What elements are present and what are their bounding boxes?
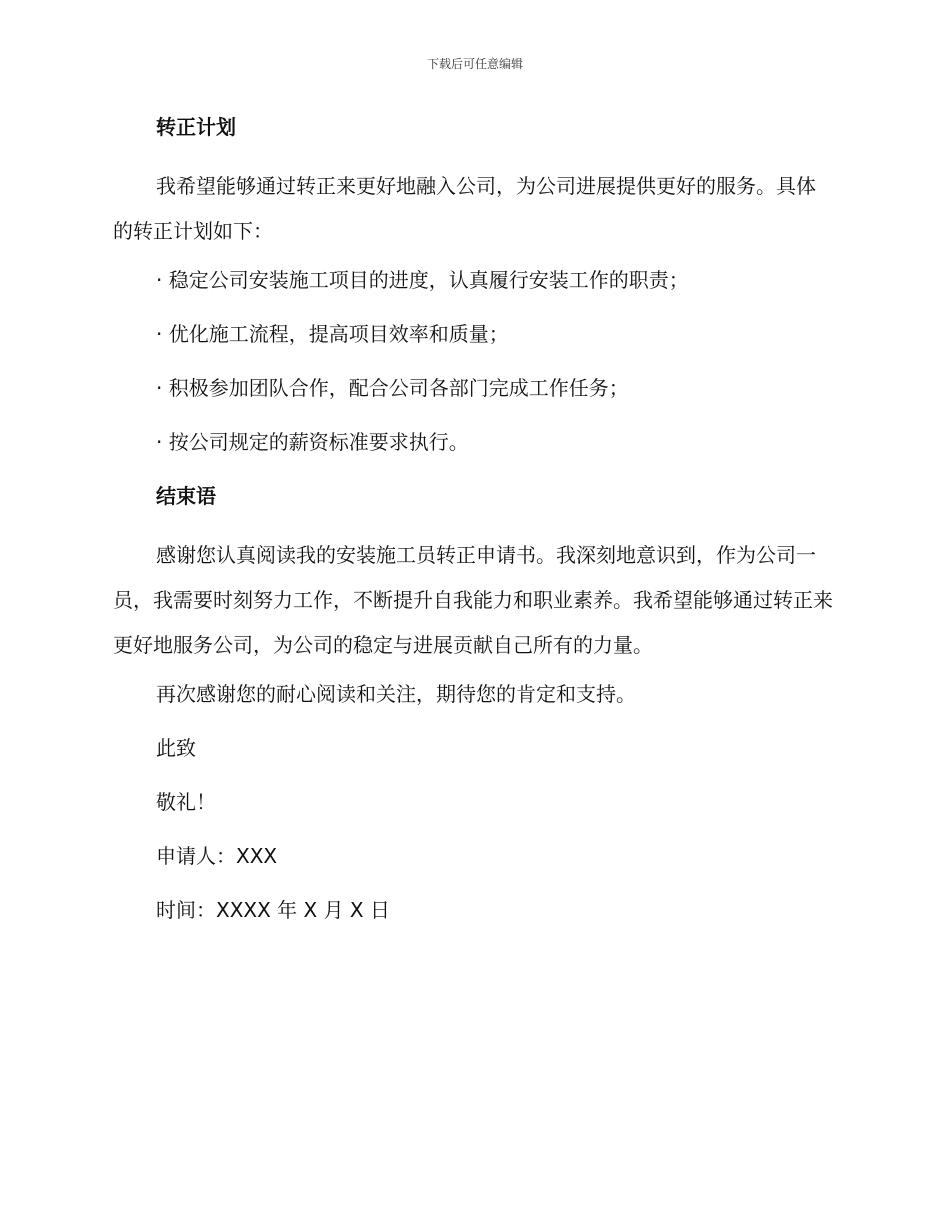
- section-title-plan: 转正计划: [156, 115, 236, 139]
- plan-item-3: · 积极参加团队合作，配合公司各部门完成工作任务；: [156, 376, 629, 400]
- closing-body-paragraph: 感谢您认真阅读我的安装施工员转正申请书。我深刻地意识到，作为公司一员，我需要时刻努力工作，不断提升自我能力和职业素养。我希望能够通过转正来更好地服务公司，为公司的稳定与进展贡献自己所有的力量。: [113, 543, 833, 657]
- salutation-line-1: 此致: [156, 736, 196, 760]
- applicant-line: 申请人：XXX: [156, 844, 278, 868]
- document-body: [113, 110, 835, 947]
- plan-item-4: · 按公司规定的薪资标准要求执行。: [156, 430, 469, 454]
- closing-thanks: 再次感谢您的耐心阅读和关注，期待您的肯定和支持。: [156, 682, 636, 706]
- page-header-note: 下载后可任意编辑: [426, 57, 523, 71]
- plan-item-2: · 优化施工流程，提高项目效率和质量；: [156, 322, 509, 346]
- date-line: 时间：XXXX 年 X 月 X 日: [156, 898, 390, 922]
- plan-intro-paragraph: 我希望能够通过转正来更好地融入公司，为公司进展提供更好的服务。具体的转正计划如下：: [113, 174, 816, 243]
- salutation-line-2: 敬礼！: [156, 790, 216, 814]
- plan-item-1: · 稳定公司安装施工项目的进度，认真履行安装工作的职责；: [156, 268, 689, 292]
- section-title-closing: 结束语: [156, 484, 216, 508]
